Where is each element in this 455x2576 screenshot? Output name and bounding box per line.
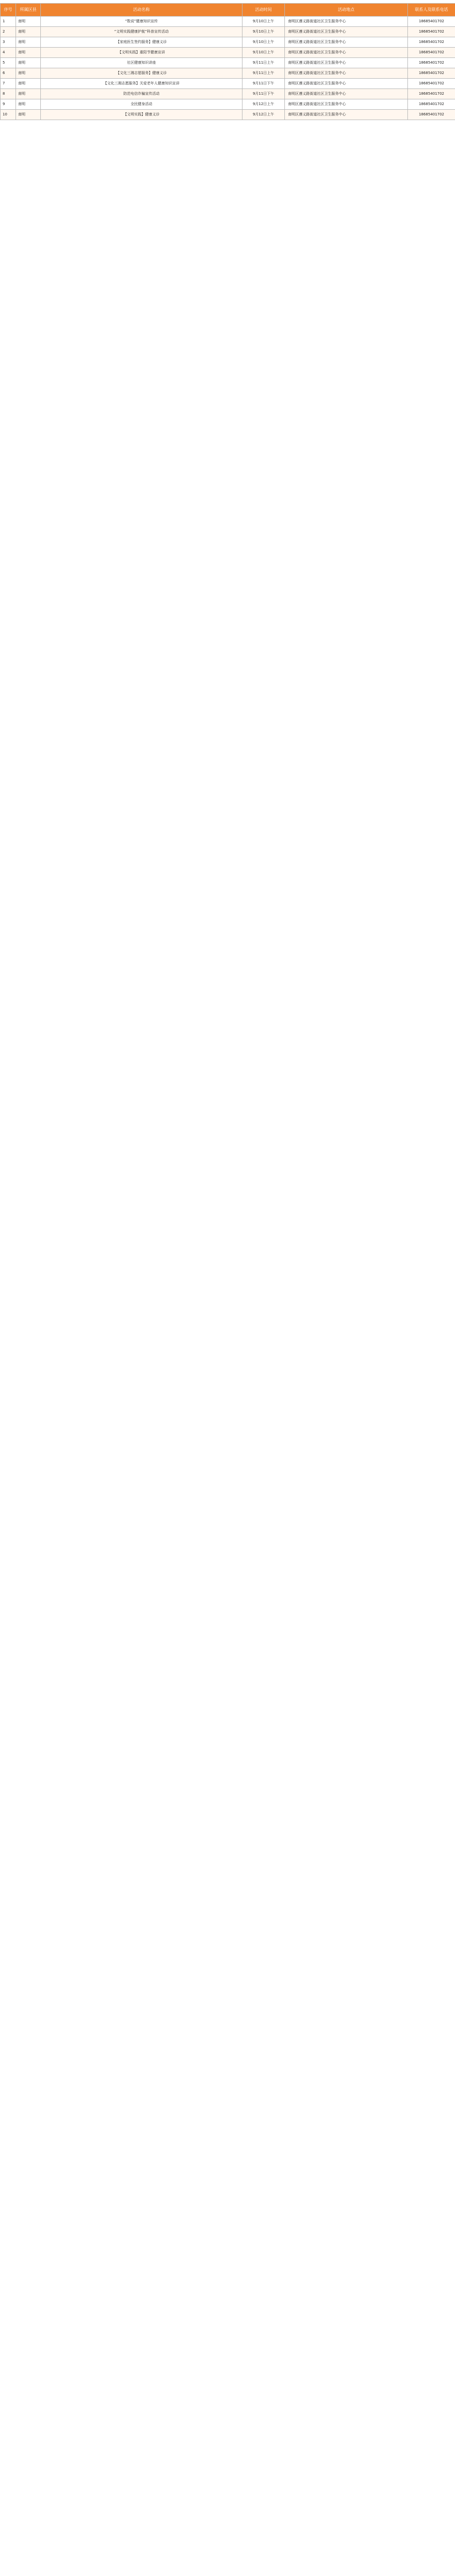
cell-district: 南明 xyxy=(16,37,41,48)
cell-contact: 18685401702 xyxy=(408,58,455,68)
cell-activity-name: 【文明实践】健康义诊 xyxy=(41,110,242,120)
table-row xyxy=(1,27,455,37)
cell-activity-location: 南明区遵义路街道社区卫生服务中心 xyxy=(285,17,408,27)
cell-contact: 18685401702 xyxy=(408,68,455,79)
table-header xyxy=(1,4,455,17)
header-contact: 联系人及联系电话 xyxy=(408,4,455,17)
table-row xyxy=(1,110,455,120)
cell-index: 8 xyxy=(1,89,16,99)
cell-activity-location: 南明区遵义路街道社区卫生服务中心 xyxy=(285,48,408,58)
cell-activity-time: 9月11日上午 xyxy=(242,68,285,79)
header-district: 所属区县 xyxy=(16,4,41,17)
activity-table xyxy=(0,3,455,120)
cell-activity-location: 南明区遵义路街道社区卫生服务中心 xyxy=(285,68,408,79)
cell-activity-location: 南明区遵义路街道社区卫生服务中心 xyxy=(285,89,408,99)
cell-activity-location: 南明区遵义路街道社区卫生服务中心 xyxy=(285,79,408,89)
header-index: 序号 xyxy=(1,4,16,17)
cell-district: 南明 xyxy=(16,48,41,58)
cell-activity-name: 【文化三湘志愿服务】健康义诊 xyxy=(41,68,242,79)
cell-activity-time: 9月11日上午 xyxy=(242,58,285,68)
table-row xyxy=(1,17,455,27)
cell-district: 南明 xyxy=(16,17,41,27)
cell-index: 7 xyxy=(1,79,16,89)
cell-activity-name: 防范电信诈骗宣传活动 xyxy=(41,89,242,99)
cell-contact: 18685401702 xyxy=(408,48,455,58)
cell-activity-location: 南明区遵义路街道社区卫生服务中心 xyxy=(285,58,408,68)
cell-activity-time: 9月10日上午 xyxy=(242,37,285,48)
table-row xyxy=(1,68,455,79)
cell-activity-name: 【家庭医生签约服务】健康义诊 xyxy=(41,37,242,48)
cell-activity-time: 9月10日上午 xyxy=(242,27,285,37)
cell-district: 南明 xyxy=(16,99,41,110)
header-activity-location: 活动地点 xyxy=(285,4,408,17)
table-row xyxy=(1,58,455,68)
cell-index: 9 xyxy=(1,99,16,110)
cell-index: 1 xyxy=(1,17,16,27)
cell-district: 南明 xyxy=(16,58,41,68)
cell-index: 3 xyxy=(1,37,16,48)
cell-contact: 18685401702 xyxy=(408,89,455,99)
cell-district: 南明 xyxy=(16,110,41,120)
cell-contact: 18685401702 xyxy=(408,17,455,27)
header-activity-name: 活动名称 xyxy=(41,4,242,17)
cell-activity-time: 9月10日上午 xyxy=(242,48,285,58)
table-row xyxy=(1,79,455,89)
cell-activity-time: 9月12日上午 xyxy=(242,99,285,110)
cell-contact: 18685401702 xyxy=(408,99,455,110)
cell-activity-time: 9月11日下午 xyxy=(242,89,285,99)
cell-index: 5 xyxy=(1,58,16,68)
cell-contact: 18685401702 xyxy=(408,37,455,48)
cell-district: 南明 xyxy=(16,79,41,89)
cell-activity-location: 南明区遵义路街道社区卫生服务中心 xyxy=(285,27,408,37)
cell-district: 南明 xyxy=(16,89,41,99)
activity-table-sheet xyxy=(0,0,455,120)
cell-index: 6 xyxy=(1,68,16,79)
cell-activity-time: 9月12日上午 xyxy=(242,110,285,120)
cell-activity-name: 【文明实践】重阳节健康宣讲 xyxy=(41,48,242,58)
table-row xyxy=(1,99,455,110)
table-row xyxy=(1,37,455,48)
cell-activity-time: 9月10日上午 xyxy=(242,17,285,27)
cell-index: 2 xyxy=(1,27,16,37)
table-row xyxy=(1,48,455,58)
cell-activity-time: 9月11日下午 xyxy=(242,79,285,89)
cell-activity-location: 南明区遵义路街道社区卫生服务中心 xyxy=(285,37,408,48)
cell-contact: 18685401702 xyxy=(408,110,455,120)
cell-contact: 18685401702 xyxy=(408,79,455,89)
cell-activity-name: 【文化三湘志愿服务】关爱老年人健康知识宣讲 xyxy=(41,79,242,89)
cell-contact: 18685401702 xyxy=(408,27,455,37)
cell-index: 4 xyxy=(1,48,16,58)
table-row xyxy=(1,89,455,99)
cell-activity-location: 南明区遵义路街道社区卫生服务中心 xyxy=(285,99,408,110)
cell-activity-name: 全民健身活动 xyxy=(41,99,242,110)
cell-district: 南明 xyxy=(16,27,41,37)
cell-activity-name: 社区健康知识讲座 xyxy=(41,58,242,68)
cell-activity-name: “文明实践健康护航”科普宣传活动 xyxy=(41,27,242,37)
cell-district: 南明 xyxy=(16,68,41,79)
table-header-row xyxy=(1,4,455,17)
cell-activity-name: “数说”健康知识宣传 xyxy=(41,17,242,27)
cell-activity-location: 南明区遵义路街道社区卫生服务中心 xyxy=(285,110,408,120)
cell-index: 10 xyxy=(1,110,16,120)
header-activity-time: 活动时间 xyxy=(242,4,285,17)
table-body xyxy=(1,17,455,120)
